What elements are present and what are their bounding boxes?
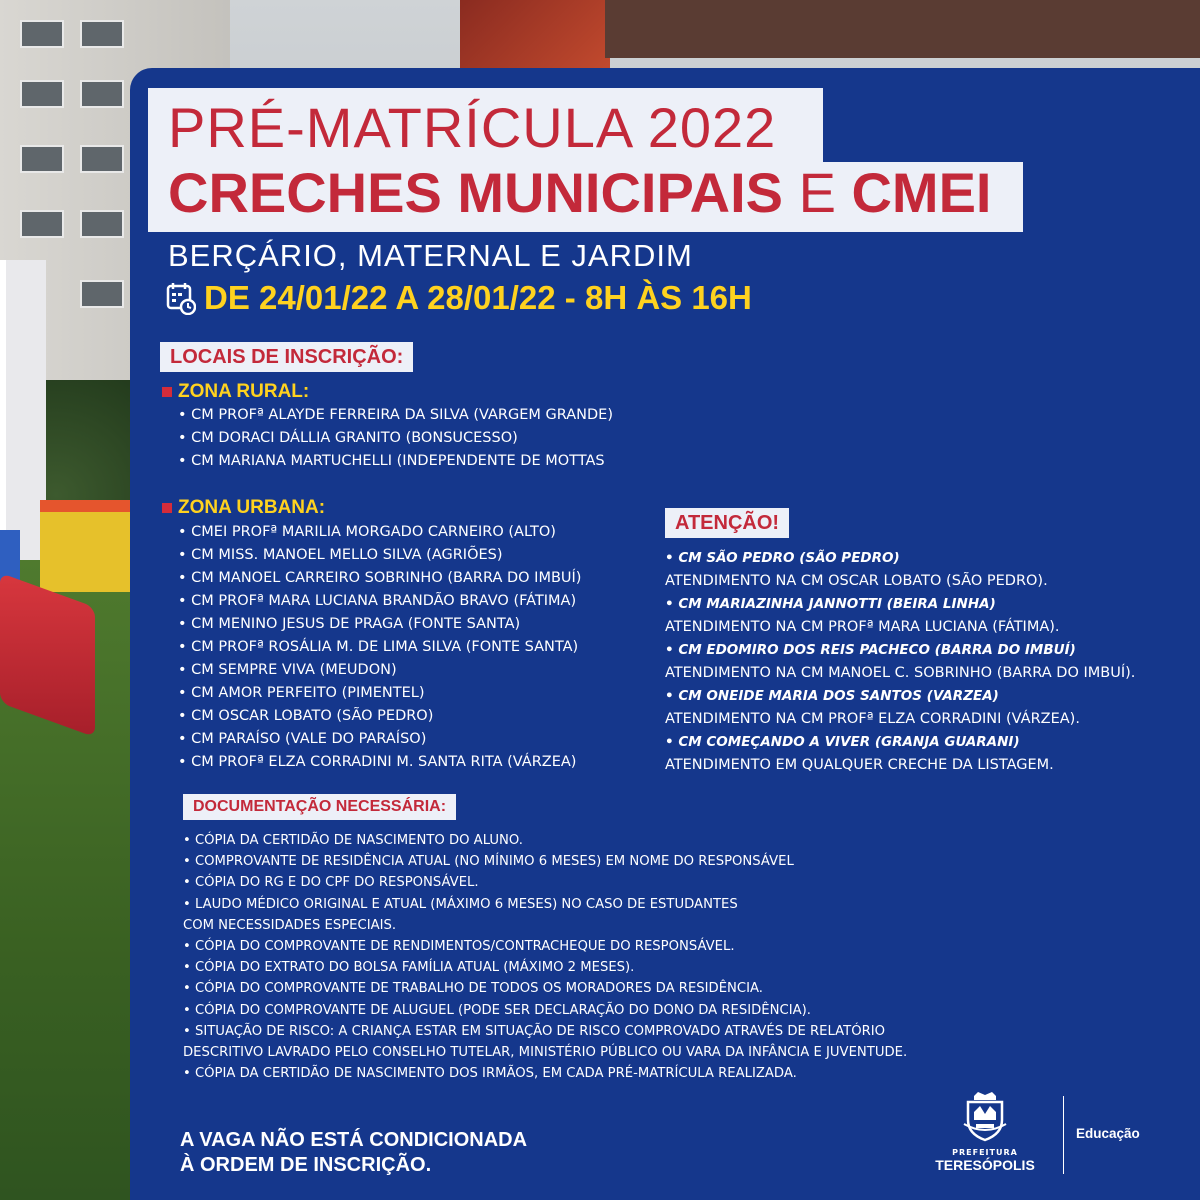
list-item: • CM MARIANA MARTUCHELLI (INDEPENDENTE DE MOTTAS — [178, 453, 605, 469]
list-item: • CM PROFª ROSÁLIA M. DE LIMA SILVA (FONTE SANTA) — [178, 639, 579, 655]
footer-notice — [180, 1128, 527, 1178]
zona-urbana-list — [178, 521, 581, 774]
zona-rural-heading — [162, 381, 309, 403]
doc-line: • CÓPIA DA CERTIDÃO DE NASCIMENTO DOS IRMÃOS, EM CADA PRÉ-MATRÍCULA REALIZADA. — [183, 1066, 797, 1082]
playhouse-toy — [40, 500, 130, 592]
doc-line: COM NECESSIDADES ESPECIAIS. — [183, 917, 397, 933]
list-item: • CM OSCAR LOBATO (SÃO PEDRO) — [178, 708, 434, 724]
list-item: • CM SEMPRE VIVA (MEUDON) — [178, 662, 397, 678]
atencao-list — [665, 547, 1135, 777]
logo-divider — [1063, 1096, 1064, 1174]
prefeitura-logo — [920, 1090, 1050, 1180]
calendar-clock-icon — [166, 281, 196, 315]
date-text: DE 24/01/22 A 28/01/22 - 8H ÀS 16H — [204, 279, 752, 316]
window — [80, 145, 124, 173]
list-item: • CM DORACI DÁLLIA GRANITO (BONSUCESSO) — [178, 430, 518, 446]
atencao-creche-name: • CM COMEÇANDO A VIVER (GRANJA GUARANI) — [665, 734, 1020, 750]
department-label: Educação — [1076, 1126, 1140, 1141]
documentacao-heading: DOCUMENTAÇÃO NECESSÁRIA: — [183, 794, 456, 820]
list-item: • CM PROFª ALAYDE FERREIRA DA SILVA (VARGEM GRANDE) — [178, 407, 613, 423]
list-item: • CMEI PROFª MARILIA MORGADO CARNEIRO (ALTO) — [178, 524, 556, 540]
red-square-icon — [162, 503, 172, 513]
list-item: • CM PROFª ELZA CORRADINI M. SANTA RITA (VÁRZEA) — [178, 754, 577, 770]
title-conjunction: E — [783, 161, 852, 224]
title-line-2 — [168, 160, 991, 225]
title-line-1: PRÉ-MATRÍCULA 2022 — [168, 96, 777, 159]
zona-urbana-heading — [162, 497, 325, 519]
atencao-creche-name: • CM EDOMIRO DOS REIS PACHECO (BARRA DO IMBUÍ) — [665, 642, 1076, 658]
list-item: • CM AMOR PERFEITO (PIMENTEL) — [178, 685, 425, 701]
doc-line: • CÓPIA DO RG E DO CPF DO RESPONSÁVEL. — [183, 875, 479, 891]
atencao-creche-name: • CM MARIAZINHA JANNOTTI (BEIRA LINHA) — [665, 596, 996, 612]
coat-of-arms-icon — [960, 1090, 1010, 1142]
title-creches: CRECHES MUNICIPAIS — [168, 161, 784, 224]
footer-notice-line-1: A VAGA NÃO ESTÁ CONDICIONADA — [180, 1129, 528, 1151]
window — [20, 20, 64, 48]
list-item: • CM MENINO JESUS DE PRAGA (FONTE SANTA) — [178, 616, 521, 632]
window — [20, 145, 64, 173]
atencao-creche-desc: ATENDIMENTO EM QUALQUER CRECHE DA LISTAGEM. — [665, 757, 1054, 773]
list-item: • CM MISS. MANOEL MELLO SILVA (AGRIÕES) — [178, 547, 503, 563]
logo-prefeitura: PREFEITURA — [952, 1148, 1018, 1157]
roof-tiles — [460, 0, 610, 70]
atencao-creche-name: • CM SÃO PEDRO (SÃO PEDRO) — [665, 550, 900, 566]
doc-line: • CÓPIA DO COMPROVANTE DE ALUGUEL (PODE SER DECLARAÇÃO DO DONO DA RESIDÊNCIA). — [183, 1002, 811, 1018]
footer-notice-line-2: À ORDEM DE INSCRIÇÃO. — [180, 1154, 432, 1176]
window — [80, 280, 124, 308]
atencao-creche-desc: ATENDIMENTO NA CM PROFª ELZA CORRADINI (VÁRZEA). — [665, 711, 1080, 727]
subtitle: BERÇÁRIO, MATERNAL E JARDIM — [168, 238, 693, 273]
atencao-creche-desc: ATENDIMENTO NA CM PROFª MARA LUCIANA (FÁTIMA). — [665, 619, 1060, 635]
doc-line: • CÓPIA DO EXTRATO DO BOLSA FAMÍLIA ATUAL (MÁXIMO 2 MESES). — [183, 960, 635, 976]
documentacao-list — [183, 830, 907, 1084]
atencao-heading: ATENÇÃO! — [665, 508, 789, 538]
window — [80, 80, 124, 108]
doc-line: • CÓPIA DO COMPROVANTE DE RENDIMENTOS/CONTRACHEQUE DO RESPONSÁVEL. — [183, 938, 735, 954]
doc-line: • CÓPIA DA CERTIDÃO DE NASCIMENTO DO ALUNO. — [183, 833, 523, 848]
doc-line: • COMPROVANTE DE RESIDÊNCIA ATUAL (NO MÍNIMO 6 MESES) EM NOME DO RESPONSÁVEL — [183, 854, 794, 870]
atencao-creche-desc: ATENDIMENTO NA CM MANOEL C. SOBRINHO (BARRA DO IMBUÍ). — [665, 665, 1136, 681]
window — [20, 210, 64, 238]
zona-rural-label: ZONA RURAL: — [178, 381, 310, 402]
zona-rural-list — [178, 404, 613, 473]
brown-wall — [605, 0, 1200, 58]
window — [80, 210, 124, 238]
title-cmei: CMEI — [851, 161, 992, 224]
logo-city: TERESÓPOLIS — [935, 1157, 1035, 1173]
list-item: • CM MANOEL CARREIRO SOBRINHO (BARRA DO IMBUÍ) — [178, 570, 582, 586]
doc-line: • SITUAÇÃO DE RISCO: A CRIANÇA ESTAR EM SITUAÇÃO DE RISCO COMPROVADO ATRAVÉS DE RELATÓRIO — [183, 1023, 886, 1039]
atencao-creche-name: • CM ONEIDE MARIA DOS SANTOS (VARZEA) — [665, 688, 999, 704]
red-square-icon — [162, 387, 172, 397]
window — [20, 80, 64, 108]
date-range — [166, 279, 752, 317]
window — [80, 20, 124, 48]
list-item: • CM PROFª MARA LUCIANA BRANDÃO BRAVO (FÁTIMA) — [178, 593, 577, 609]
zona-urbana-label: ZONA URBANA: — [178, 497, 326, 518]
doc-line: • CÓPIA DO COMPROVANTE DE TRABALHO DE TODOS OS MORADORES DA RESIDÊNCIA. — [183, 981, 763, 997]
doc-line: DESCRITIVO LAVRADO PELO CONSELHO TUTELAR, MINISTÉRIO PÚBLICO OU VARA DA INFÂNCIA E JUVENTUDE. — [183, 1044, 908, 1060]
doc-line: • LAUDO MÉDICO ORIGINAL E ATUAL (MÁXIMO 6 MESES) NO CASO DE ESTUDANTES — [183, 896, 738, 912]
locais-heading: LOCAIS DE INSCRIÇÃO: — [160, 342, 413, 372]
list-item: • CM PARAÍSO (VALE DO PARAÍSO) — [178, 731, 427, 747]
atencao-creche-desc: ATENDIMENTO NA CM OSCAR LOBATO (SÃO PEDRO). — [665, 573, 1048, 589]
